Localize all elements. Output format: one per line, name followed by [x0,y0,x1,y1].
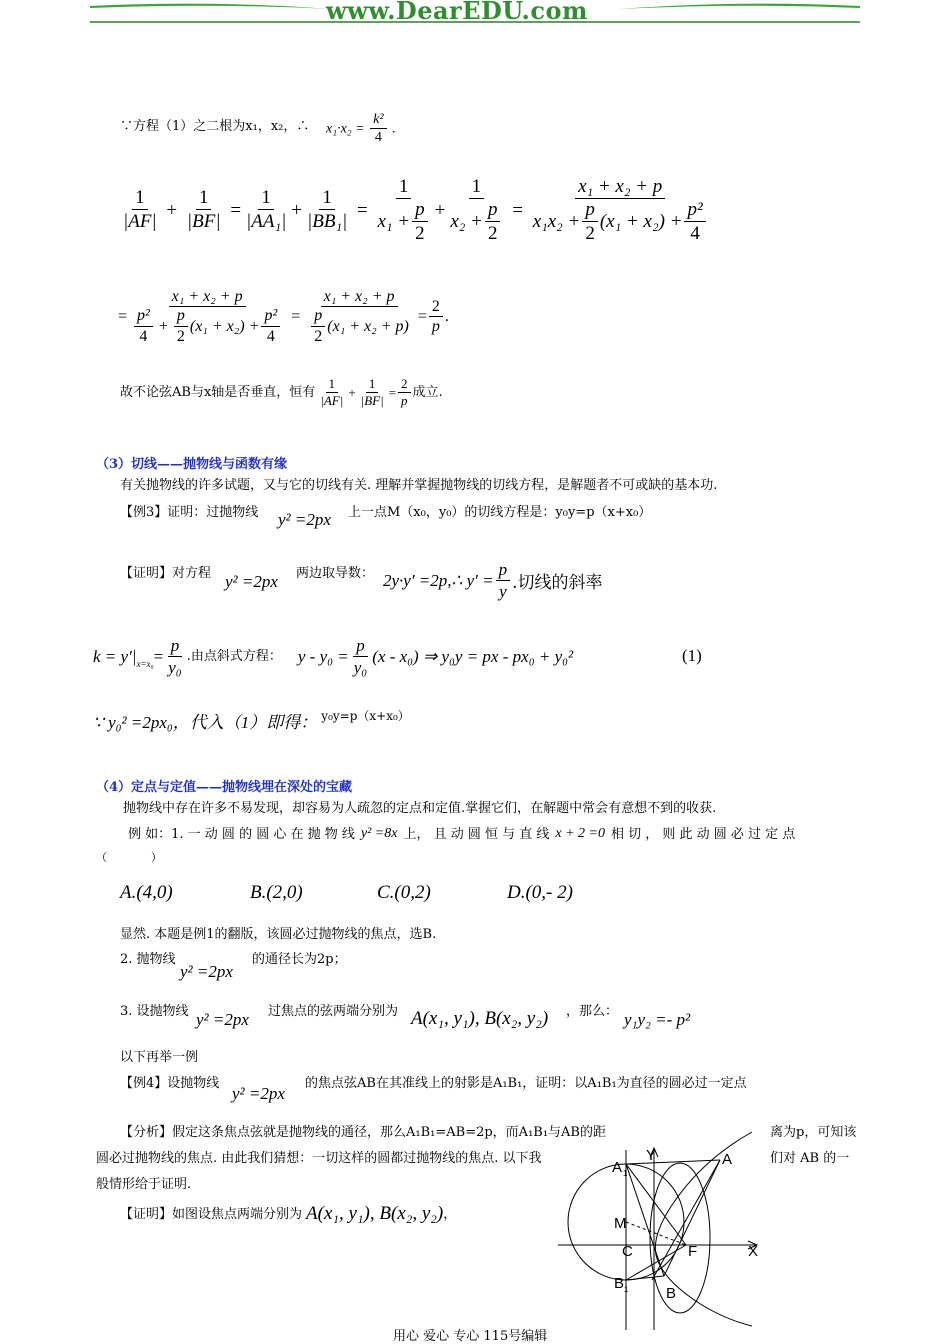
label-a1-sub: 1 [623,1169,628,1178]
label-b1-sub: 1 [624,1285,629,1294]
paren-sum-p: (x₁ + x₂ + p) [327,318,409,336]
example-3-suffix: 上一点M（x₀，y₀）的切线方程是：y₀y=p（x+x₀） [348,505,652,520]
roots-text: ∵方程（1）之二根为x₁，x₂，∴ [120,119,310,134]
two: 2 [487,222,498,244]
p-squared: p² [134,307,153,326]
x2-plus: x₂ + [450,211,483,233]
k2: k² [370,112,386,129]
y0: y₀ [353,657,368,677]
label-f: F [688,1243,698,1260]
frac-den-bf: |BF| [360,392,384,408]
result-den: p [401,392,408,408]
site-url: www.DearEDU.com [326,0,588,25]
p: p [412,199,428,222]
frac-num: 1 [319,187,335,210]
question-2-suffix: 的通径长为2p； [252,952,347,967]
sum-numerator: x₁ + x₂ + p [575,176,665,199]
point-slope-text: .由点斜式方程： [186,649,282,665]
label-a: A [722,1151,733,1168]
question-1 [128,826,795,843]
frac-num: 1 [469,176,485,199]
p: p [496,560,511,581]
equation-row-2: = x₁ + x₂ + p $\frac{\text{p²}}{4}$ + $\frac{p}{2}$ (x₁ + x₂) + $\frac{\text{p²}}{4}$ = x₁ + x₂ + p $\frac{p}{2}$ (x₁ + x₂ + p) = $\frac{2}{p}$ . [118,288,449,345]
proof-3-mid: 两边取导数： [296,566,375,581]
more-example: 以下再举一例 [120,1050,199,1065]
proof-3-prefix: 【证明】对方程 [120,566,212,581]
example-3-prefix: 【例3】证明：过抛物线 [120,505,259,520]
derivative: 2y·y′ =2p,∴ y′ = $\frac{p}{y}$ .切线的斜率 [383,560,603,601]
proof-4-end: ， [443,1206,457,1222]
p: p [311,307,325,326]
section-4-title: （4）定点与定值——抛物线埋在深处的宝藏 [96,780,353,795]
k-subscript: x=x₀ [136,658,154,669]
analysis-line-3: 般情形给于证明. [96,1177,192,1192]
period: . [392,121,396,137]
label-m: M [614,1215,627,1232]
analysis-line-2b: 们对 AB 的一 [770,1151,850,1166]
p: p [353,636,368,657]
two: 2 [415,222,425,244]
example-3 [120,505,258,521]
frac-den-af: |AF| [320,392,344,408]
proof-3-parabola: y² =2px [225,572,278,591]
frac-den-bf: |BF| [186,211,221,233]
two: 2 [176,327,185,345]
question-2-parabola: y² =2px [180,962,233,981]
analysis-line-1a: 【分析】假定这条焦点弦就是抛物线的通径，那么A₁B₁=AB=2p，而A₁B₁与AB的距 [120,1125,606,1140]
question-1-paren: （ ） [96,851,162,864]
four: 4 [266,327,275,345]
header-banner [90,0,860,26]
label-c: C [622,1243,633,1260]
p: p [168,636,183,657]
substitution-line [93,708,410,733]
circle-ab-curve [650,1163,710,1313]
four: 4 [139,327,148,345]
substitution-result: y₀y=p（x+x₀） [321,709,410,723]
result-num: 2 [429,298,443,317]
label-a1: A [612,1159,623,1176]
section-3-title: （3）切线——抛物线与函数有缘 [96,457,288,472]
answer-note: 显然. 本题是例1的翻版，该圆必过抛物线的焦点，选B. [120,927,437,942]
p-squared: p² [684,199,705,222]
option-d: D.(0,- 2) [507,882,573,903]
example-4-suffix: 的焦点弦AB在其准线上的射影是A₁B₁，证明：以A₁B₁为直径的圆必过一定点 [305,1076,747,1091]
proof-4-text: 【证明】如图设焦点两端分别为 [120,1206,303,1222]
paren-sum: (x₁ + x₂) + [189,318,260,336]
section-3-intro: 有关抛物线的许多试题，又与它的切线有关. 理解并掌握抛物线的切线方程，是解题者不可或缺的基本功. [120,478,718,493]
question-3-points: A(x₁, y₁), B(x₂, y₂) [411,1008,549,1029]
four: 4 [374,130,382,146]
ps-expression: (x - x₀) ⇒ y₀y = px - px₀ + y₀² [372,646,574,666]
result-den: p [431,318,440,336]
p-squared: p² [261,307,280,326]
frac-den-af: |AF| [123,211,157,233]
four: 4 [690,222,700,244]
label-y: Y [646,1147,657,1164]
q1-parabola: y² =8x [360,826,398,841]
example-4-parabola: y² =2px [232,1084,285,1103]
conclusion: 故不论弦AB与x轴是否垂直，恒有 $\frac{1}{|AF|}$ + $\frac{1}{|BF|}$ = $\frac{2}{p}$ 成立. [120,376,443,408]
conclusion-suffix: 成立. [412,385,443,401]
sum-numerator: x₁ + x₂ + p [321,288,398,307]
label-x: X [748,1243,759,1260]
example-4-prefix: 【例4】设抛物线 [120,1076,220,1091]
x1x2-plus: x₁x₂ + [532,211,581,233]
slope-line [93,636,573,678]
roots-product [326,112,396,147]
two: 2 [585,222,595,244]
result-num: 2 [398,377,411,393]
label-b: B [666,1285,677,1302]
frac-num: 1 [196,187,212,210]
y0: y₀ [168,657,182,677]
label-b1: B [614,1275,625,1292]
question-3-result: y₁y₂ =- p² [624,1010,691,1029]
equation-row-1: $\frac{1}{|AF|}$ + $\frac{1}{|BF|}$ = $\frac{1}{\text{|AA₁|}}$ + $\frac{1}{\text{|BB₁|}}$ = 1 x₁ + $\frac{p}{2}$ + 1 x₂ + $\frac{p}{2}$ = x₁ + x₂ + p x₁x₂ + $\frac{p}{2}$ (x₁ + x₂) + $\frac{\text{p²}}{4}$ [118,176,713,245]
page-footer: 用心 爱心 专心 115号编辑 [393,1329,548,1344]
frac-num: 1 [132,187,148,210]
ps-lhs: y - y₀ = [297,646,349,666]
frac-den-aa1: |AA₁| [246,211,287,233]
a-a1-line [626,1160,720,1164]
question-3-mid: 过焦点的弦两端分别为 [268,1004,399,1019]
product-lhs: x₁·x₂ = [326,121,365,137]
q1-text-a: 例 如：1. 一 动 圆 的 圆 心 在 抛 物 线 [128,826,355,842]
p: p [485,199,501,222]
question-3-parabola: y² =2px [196,1010,249,1029]
analysis-line-2a: 圆必过抛物线的焦点. 由此我们猜想：一切这样的圆都过抛物线的焦点. 以下我 [96,1151,542,1166]
k-equals: = [153,646,164,666]
frac-den-bb1: |BB₁| [307,211,348,233]
two: 2 [314,327,323,345]
x1-plus: x₁ + [377,211,411,233]
derivative-expr: 2y·y′ =2p,∴ y′ = [383,570,494,590]
question-3-then: ，那么： [566,1004,619,1019]
equation-number: (1) [682,646,702,665]
conclusion-prefix: 故不论弦AB与x轴是否垂直，恒有 [120,385,316,401]
substitution-text: ∵ y₀² =2px₀，代入（1）即得： [93,713,318,732]
option-a: A.(4,0) [120,882,173,903]
proof-4 [120,1203,456,1226]
sum-numerator: x₁ + x₂ + p [169,288,246,307]
frac-num: 1 [366,377,379,393]
analysis-line-1b: 离为p，可知该 [770,1125,857,1140]
k-expr: k = y′| [93,646,137,666]
paren-sum: (x₁ + x₂) + [599,211,683,233]
frac-num: 1 [396,176,412,199]
question-2-prefix: 2. 抛物线 [120,952,176,967]
q1-line: x + 2 =0 [555,826,605,841]
proof-4-points: A(x₁, y₁), B(x₂, y₂) [306,1203,444,1224]
frac-num: 1 [326,377,339,393]
roots-statement [120,119,309,135]
b1-f-line [626,1245,686,1280]
option-c: C.(0,2) [377,882,431,903]
example-3-parabola: y² =2px [278,510,331,529]
section-4-intro: 抛物线中存在许多不易发现，却容易为人疏忽的定点和定值.掌握它们，在解题中常会有意想不到的收获. [123,801,717,816]
slope-text: .切线的斜率 [512,573,603,594]
q1-text-b: 上， 且 动 圆 恒 与 直 线 [403,826,550,842]
a1-f-line [626,1164,686,1245]
q1-text-c: 相 切 ， 则 此 动 圆 必 过 定 点 [610,826,796,842]
option-b: B.(2,0) [250,882,303,903]
question-3-prefix: 3. 设抛物线 [120,1004,189,1019]
p: p [174,307,188,326]
frac-num: 1 [258,187,274,210]
p: p [582,199,598,222]
parabola-figure [552,1130,772,1330]
